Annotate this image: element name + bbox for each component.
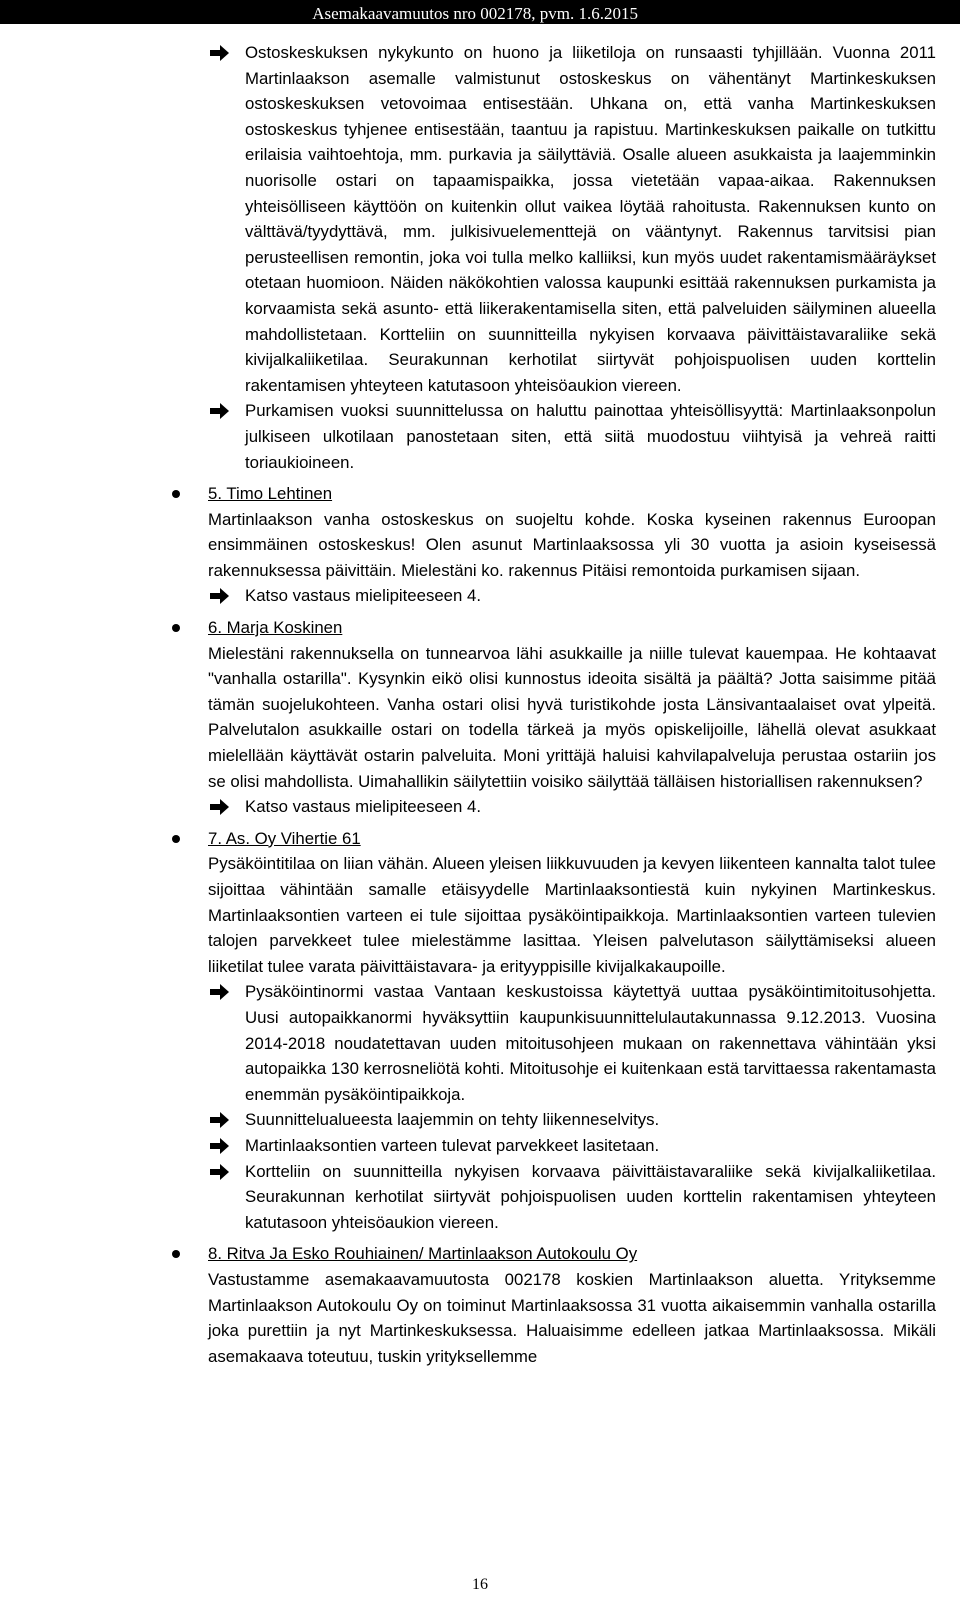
- bullet-icon: [172, 624, 180, 632]
- item-text: Mielestäni rakennuksella on tunnearvoa lähi asukkaille ja niille tulevat kauempaa. He kohtaavat "vanhalla ostarilla". Kysynkin eikö olisi kunnostus ideoita sisältä ja päältä? Jotta saisimme pitää tämän suojelukohteen. Vanha ostari olisi hyvä turistikohde josta Länsivantaalaiset ovat ylpeitä. Palvelutalon asukkaille ostari on todella tärkeä ja myös opiskelijoille, lähellä olevat asukkaat mielellään käyttävät ostarin palveluita. Moni yrittäjä haluisi kahvilapalveluja perustaa ostariin jos se olisi mahdollista. Uimahallikin säilytettiin voisiko säilyttää tälläisen historiallisen rakennuksen?: [208, 643, 936, 791]
- right-arrow-icon: [208, 401, 230, 421]
- right-arrow-icon: [208, 1110, 230, 1130]
- page-header-bar: [0, 0, 960, 24]
- list-item: [0, 826, 960, 980]
- arrow-item: [0, 794, 960, 820]
- arrow-item: [0, 1107, 960, 1133]
- item-text: Vastustamme asemakaavamuutosta 002178 koskien Martinlaakson aluetta. Yrityksemme Martinlaakson Autokoulu Oy on toiminut Martinlaaksossa 31 vuotta aikaisemmin vanhalla ostarilla joka purettiin ja nyt Martinkeskuksessa. Haluaisimme edelleen jatkaa Martinlaaksossa. Mikäli asemakaava toteutuu, tuskin yrityksellemme: [208, 1269, 936, 1366]
- item-text: Pysäköintitilaa on liian vähän. Alueen yleisen liikkuvuuden ja kevyen liikenteen kannalta talot tulee sijoittaa vähintään samalle etäisyydelle Martinlaaksontiestä kuin nykyinen Martinkeskus. Martinlaaksontien varteen ei tule sijoittaa pysäköintipaikkoja. Martinlaaksontien varteen tulevien talojen parvekkeet tulee mielestämme lasittaa. Yleisen palvelutason säilyttämiseksi alueen liiketilat tulee varata päivittäistavara- ja erityyppisille kivijalkakaupoille.: [208, 854, 936, 976]
- item-text: Martinlaakson vanha ostoskeskus on suojeltu kohde. Koska kyseinen rakennus Euroopan ensimmäinen ostoskeskus! Olen asunut Martinlaaksossa yli 30 vuotta ja asioin kyseisessä rakennuksessa päivittäin. Mielestäni ko. rakennus Pitäisi remontoida purkamisen sijaan.: [208, 509, 936, 580]
- arrow-text: Purkamisen vuoksi suunnittelussa on haluttu painottaa yhteisöllisyyttä: Martinlaaksonpolun julkiseen ulkotilaan panostetaan siten, että siitä muodostuu viihtyisä ja vehreä raitti toriaukioineen.: [245, 401, 936, 472]
- header-title: Asemakaavamuutos nro 002178, pvm. 1.6.2015: [312, 4, 638, 23]
- arrow-text: Katso vastaus mielipiteeseen 4.: [245, 797, 482, 817]
- arrow-item: [0, 398, 960, 475]
- item-title: 5. Timo Lehtinen: [208, 484, 333, 504]
- list-item: [0, 615, 960, 794]
- arrow-text: Pysäköintinormi vastaa Vantaan keskustoissa käytettyä uuttaa pysäköintimitoitusohjetta. Uusi autopaikkanormi hyväksyttiin kaupunkisuunnittelulautakunnassa 9.12.2013. Vuosina 2014-2018 noudatettavan uuden mitoitusohjeen mukaan on rakennettava vähintään yksi autopaikka 130 kerrosneliötä kohti. Mitoitusohje ei kuitenkaan estä tarvittaessa rakentamasta enemmän pysäköintipaikkoja.: [245, 982, 936, 1104]
- right-arrow-icon: [208, 797, 230, 817]
- arrow-item: [0, 979, 960, 1107]
- arrow-item: [0, 583, 960, 609]
- right-arrow-icon: [208, 982, 230, 1002]
- arrow-text: Suunnittelualueesta laajemmin on tehty liikennеselvitys.: [245, 1110, 660, 1130]
- right-arrow-icon: [208, 586, 230, 606]
- arrow-item: [0, 40, 960, 398]
- page-number: 16: [472, 1576, 488, 1593]
- item-title: 6. Marja Koskinen: [208, 618, 343, 638]
- bullet-icon: [172, 1250, 180, 1258]
- arrow-text: Kortteliin on suunnitteilla nykyisen korvaava päivittäistavaraliike sekä kivijalkaliiketilaa. Seurakunnan kerhotilat siirtyvät pohjoispuolisen uuden korttelin rakentamisen yhteyteen katutasoon yhteisöaukion viereen.: [245, 1161, 936, 1232]
- list-item: [0, 1241, 960, 1369]
- arrow-text: Martinlaaksontien varteen tulevat parvekkeet lasitetaan.: [245, 1135, 660, 1155]
- arrow-text: Katso vastaus mielipiteeseen 4.: [245, 586, 482, 606]
- item-title: 7. As. Oy Vihertie 61: [208, 828, 361, 848]
- arrow-text: Ostoskeskuksen nykykunto on huono ja liiketiloja on runsaasti tyhjillään. Vuonna 2011 Martinlaakson asemalle valmistunut ostoskeskus on vähentänyt Martinkeskuksen ostoskeskuksen vetovoimaa entisestään. Uhkana on, että vanha Martinkeskuksen ostoskeskus tyhjenee entisestään, taantuu ja rapistuu. Martinkeskuksen paikalle on tutkittu erilaisia vaihtoehtoja, mm. purkavia ja säilyttäviä. Osalle alueen asukkaista ja laajemminkin nuorisolle ostari on tapaamispaikka, jossa vietetään vapaa-aikaa. Rakennuksen yhteisölliseen käyttöön on kuitenkin ollut vaikea löytää rahoitusta. Rakennuksen kunto on välttävä/tyydyttävä, mm. julkisivuelementtejä on vääntynyt. Rakennus tarvitsisi pian perusteellisen remontin, joka voi tulla melko kalliiksi, kun myös uudet rakentamismääräykset otetaan huomioon. Näiden näkökohtien valossa kaupunki esittää rakennuksen purkamista ja korvaamista sekä asunto- että liikerakentamisella siten, että palveluiden säilyminen alueella mahdollistetaan. Kortteliin on suunnitteilla nykyisen korvaava päivittäistavaraliike sekä kivijalkaliiketilaa. Seurakunnan kerhotilat siirtyvät pohjoispuolisen uuden korttelin rakentamisen yhteyteen katutasoon yhteisöaukion viereen.: [245, 43, 936, 395]
- list-item: [0, 481, 960, 583]
- arrow-item: [0, 1159, 960, 1236]
- bullet-icon: [172, 490, 180, 498]
- document-body: [0, 40, 960, 1369]
- arrow-item: [0, 1133, 960, 1159]
- right-arrow-icon: [208, 1162, 230, 1182]
- item-title: 8. Ritva Ja Esko Rouhiainen/ Martinlaakson Autokoulu Oy: [208, 1244, 638, 1264]
- bullet-icon: [172, 835, 180, 843]
- right-arrow-icon: [208, 1136, 230, 1156]
- right-arrow-icon: [208, 43, 230, 63]
